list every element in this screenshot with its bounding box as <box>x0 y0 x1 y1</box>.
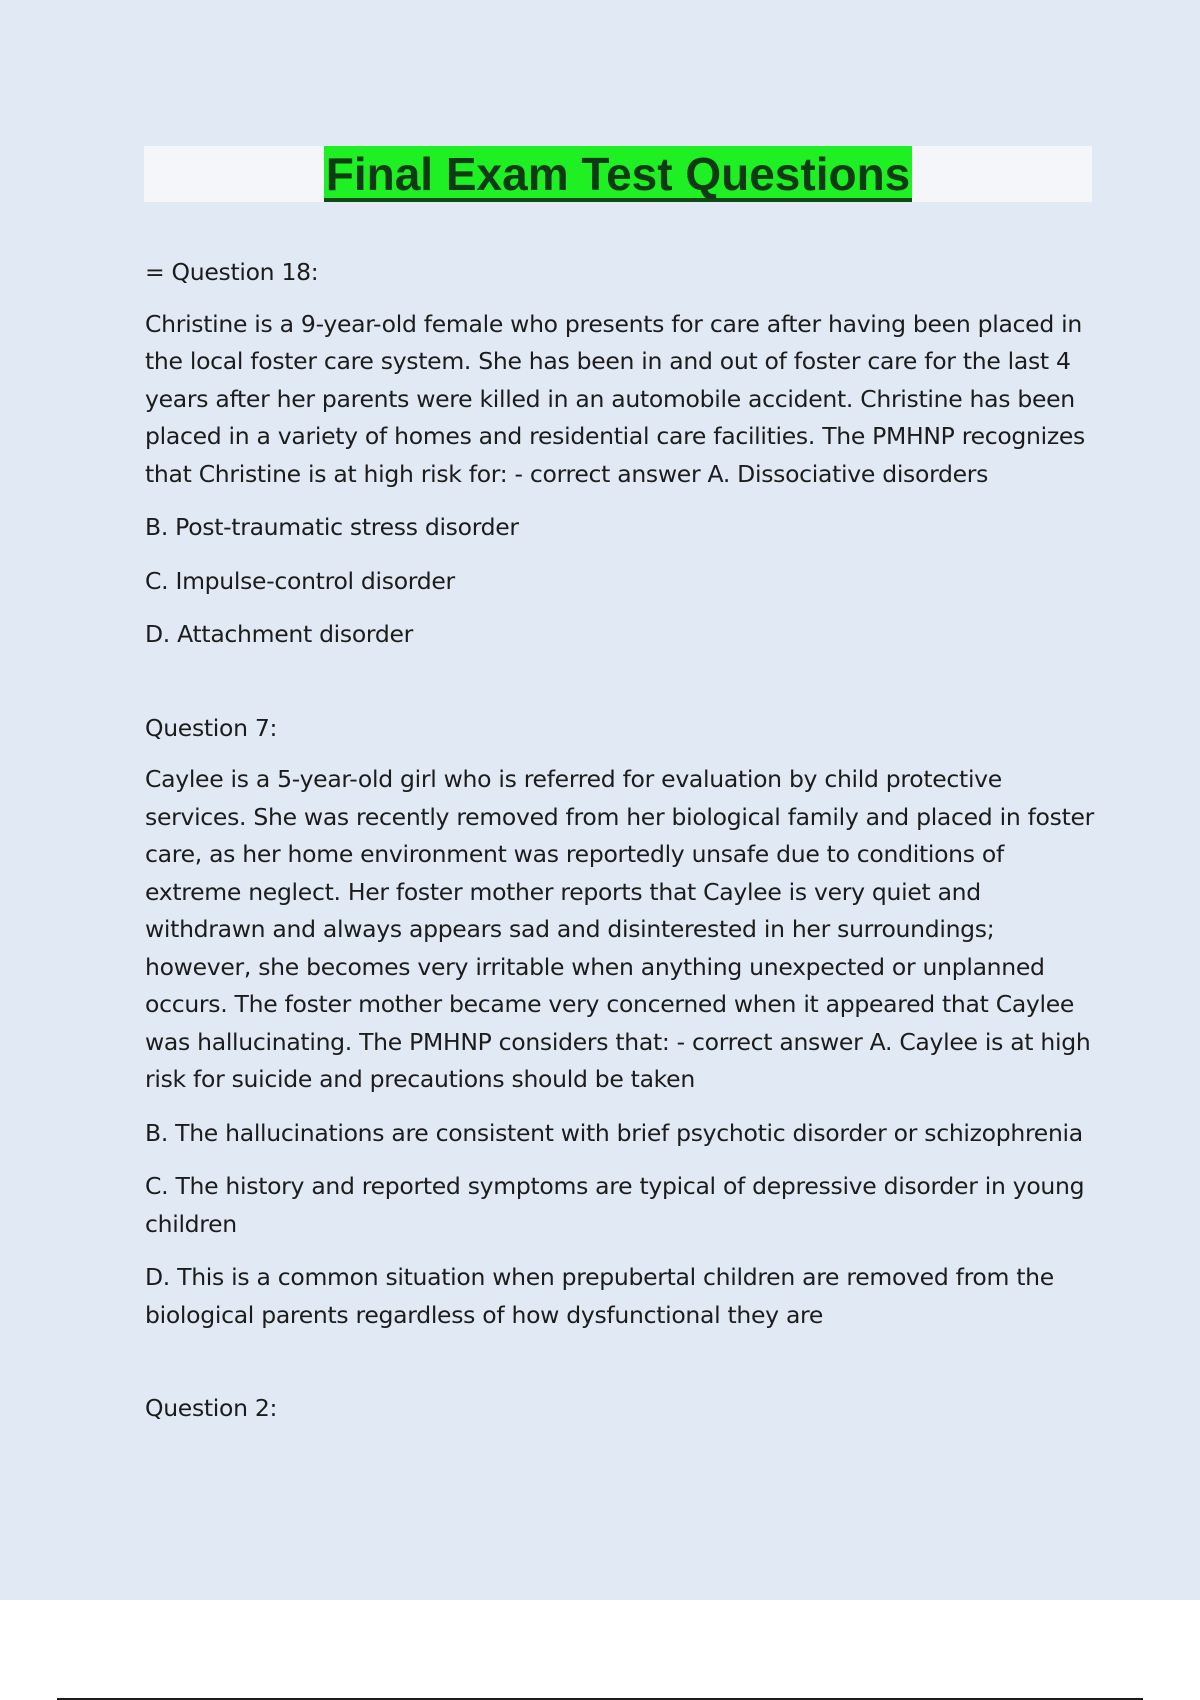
page-title: Final Exam Test Questions <box>325 148 911 200</box>
answer-option-c: C. The history and reported symptoms are typical of depressive disorder in young children <box>145 1172 1085 1238</box>
section-spacer <box>145 670 1095 710</box>
section-spacer <box>145 1350 1095 1390</box>
document-content <box>145 254 1095 1442</box>
answer-option-b: B. The hallucinations are consistent with brief psychotic disorder or schizophrenia <box>145 1118 1083 1147</box>
question-body: Caylee is a 5-year-old girl who is referred for evaluation by child protective services. She was recently removed from her biological family and placed in foster care, as her home environment was reportedly unsafe due to conditions of extreme neglect. Her foster mother reports that Caylee is very quiet and withdrawn and always appears sad and disinterested in her surroundings; however, she becomes very irritable when anything unexpected or unplanned occurs. The foster mother became very concerned when it appeared that Caylee was hallucinating. The PMHNP considers that: - correct answer A. Caylee is at high risk for suicide and precautions should be taken <box>145 765 1095 1093</box>
question-heading: Question 2: <box>145 1394 278 1422</box>
question-block-18 <box>145 254 1095 654</box>
question-heading: Question 7: <box>145 713 278 742</box>
answer-option-d: D. Attachment disorder <box>145 620 414 648</box>
answer-option-c: C. Impulse-control disorder <box>145 566 455 595</box>
title-band <box>144 146 1092 202</box>
question-heading: = Question 18: <box>145 258 319 286</box>
question-body: Christine is a 9-year-old female who presents for care after having been placed in the local foster care system. She has been in and out of foster care for the last 4 years after her parents were killed in an automobile accident. Christine has been placed in a variety of homes and residential care facilities. The PMHNP recognizes that Christine is at high risk for: - correct answer A. Dissociative disorders <box>145 309 1086 488</box>
question-block-2 <box>145 1390 1095 1428</box>
question-block-7 <box>145 710 1095 1335</box>
answer-option-b: B. Post-traumatic stress disorder <box>145 513 519 541</box>
answer-option-d: D. This is a common situation when prepubertal children are removed from the biological parents regardless of how dysfunctional they are <box>145 1263 1054 1329</box>
